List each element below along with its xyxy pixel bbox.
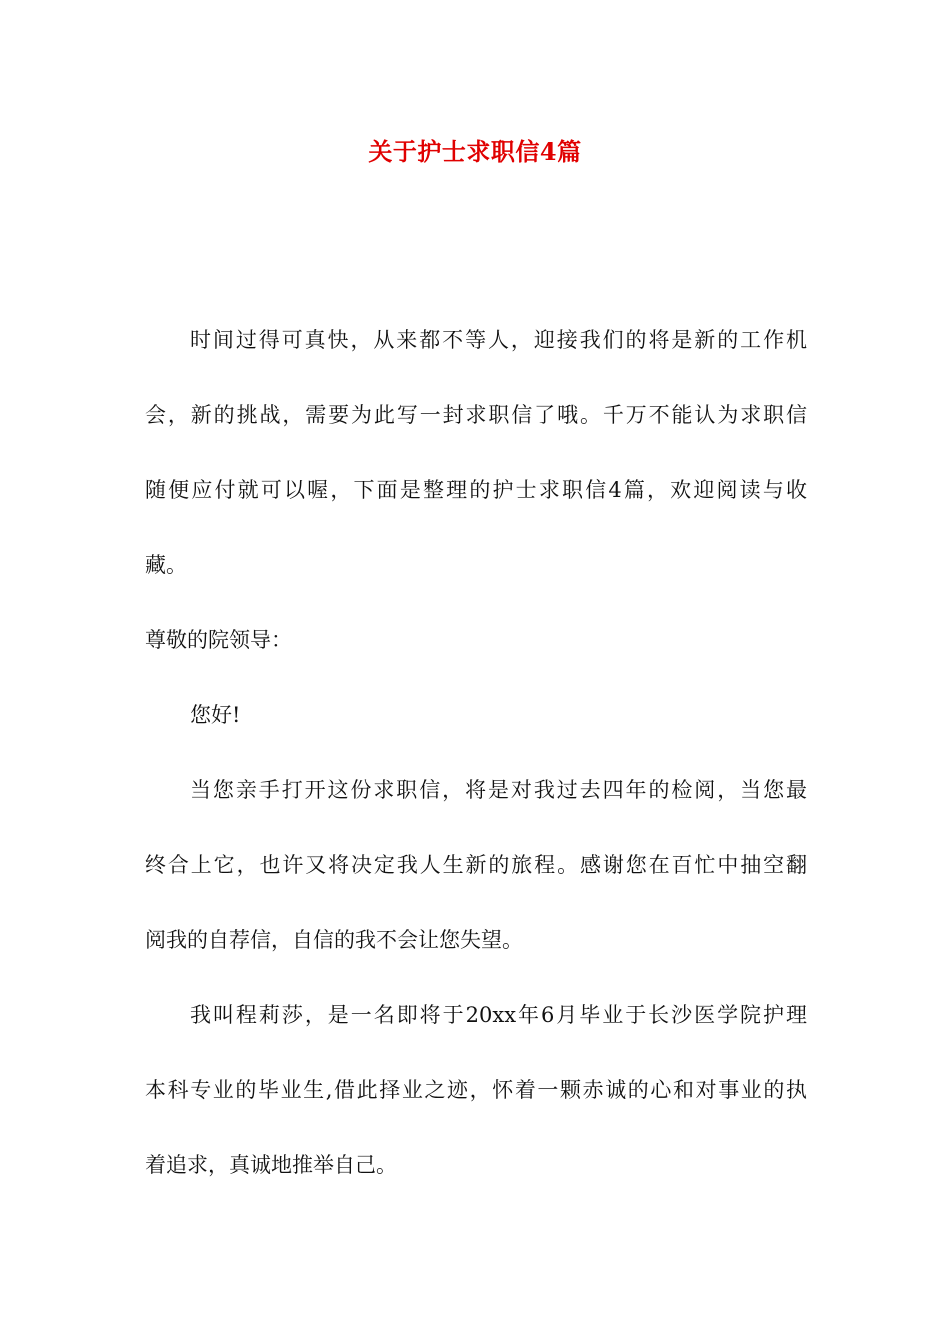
- salutation: 尊敬的院领导：: [145, 628, 292, 652]
- text-line: 终合上它，也许又将决定我人生新的旅程。感谢您在百忙中抽空翻: [145, 853, 807, 877]
- text-line: 时间过得可真快，从来都不等人，迎接我们的将是新的工作机: [190, 328, 807, 352]
- text-line: 随便应付就可以喔，下面是整理的护士求职信4篇，欢迎阅读与收: [145, 478, 807, 502]
- text-line: 阅我的自荐信，自信的我不会让您失望。: [145, 928, 523, 952]
- text-line: 本科专业的毕业生,借此择业之迹，怀着一颗赤诚的心和对事业的执: [145, 1078, 807, 1102]
- document-body: [145, 322, 807, 1184]
- text-line: 当您亲手打开这份求职信，将是对我过去四年的检阅，当您最: [190, 778, 807, 802]
- text-line: 着追求，真诚地推举自己。: [145, 1153, 397, 1177]
- text-line: 会，新的挑战，需要为此写一封求职信了哦。千万不能认为求职信: [145, 403, 807, 427]
- greeting: 您好!: [190, 703, 241, 727]
- text-line: 藏。: [145, 553, 187, 577]
- document-title: 关于护士求职信4篇: [368, 137, 582, 166]
- text-line: 我叫程莉莎，是一名即将于20xx年6月毕业于长沙医学院护理: [190, 1003, 807, 1027]
